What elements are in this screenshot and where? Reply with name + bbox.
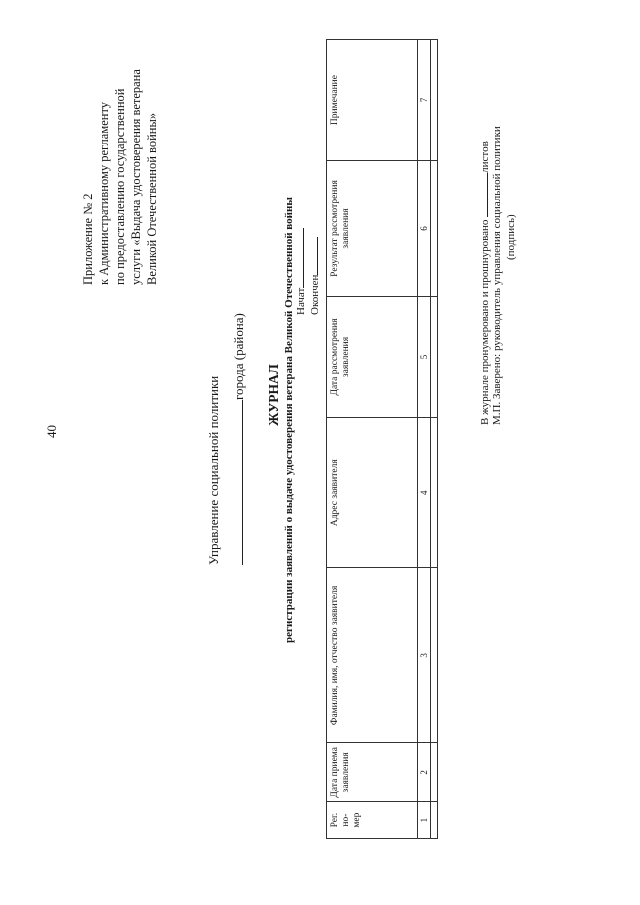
city-blank-field [230,400,243,565]
header-applicant-name: Фамилия, имя, отчество заявителя [327,568,418,743]
column-number: 5 [418,296,431,417]
city-suffix: города (района) [231,313,246,400]
ended-label: Окончен [309,274,321,315]
started-line [294,228,307,315]
table-cell [431,296,438,417]
table-cell [431,743,438,802]
started-label: Начат [295,287,307,315]
column-number: 6 [418,161,431,297]
table-cell [431,568,438,743]
column-number: 4 [418,418,431,568]
column-number: 3 [418,568,431,743]
header-review-result: Результат рассмотрения заявления [327,161,418,297]
column-number: 2 [418,743,431,802]
header-review-date: Дата рассмотрения заявления [327,296,418,417]
header-applicant-address: Адрес заявителя [327,418,418,568]
footer-signature-label: (подпись) [505,214,517,260]
column-number: 1 [418,802,431,839]
header-reg-number: Рег. но- мер [327,802,418,839]
header-receive-date: Дата приема заявления [327,743,418,802]
footer-pages-prefix: В журнале пронумеровано и прошнуровано [479,219,491,425]
table-cell [431,40,438,161]
footer-certified-line: М.П. Заверено: руководитель управления социальной политики [491,126,503,425]
registration-table [326,39,438,839]
table-row [431,40,438,839]
pages-blank-field [478,173,488,217]
journal-title: ЖУРНАЛ [266,364,281,426]
table-cell [431,802,438,839]
footer-pages-line [478,141,491,425]
table-number-row [418,40,431,839]
started-blank-field [294,228,304,288]
column-number: 7 [418,40,431,161]
annex-line: Великой Отечественной войны» [145,112,159,285]
department-line [206,376,222,565]
department-city-line [230,313,247,565]
annex-line: по предоставлению государственной [113,88,127,285]
footer-pages-suffix: листов [479,141,491,173]
ended-line [308,237,321,315]
table-cell [431,161,438,297]
ended-blank-field [308,237,318,275]
annex-block [80,15,160,285]
header-note: Примечание [327,40,418,161]
department-name: Управление социальной политики [206,375,221,565]
table-header-row [327,40,418,839]
annex-line: услуги «Выдача удостоверения ветерана [129,69,143,285]
annex-line: к Административному регламенту [97,101,111,285]
page-number: 40 [44,425,59,438]
journal-subtitle: регистрации заявлений о выдаче удостоверения ветерана Великой Отечественной войны [283,197,295,643]
table-cell [431,418,438,568]
annex-line: Приложение № 2 [81,193,95,285]
